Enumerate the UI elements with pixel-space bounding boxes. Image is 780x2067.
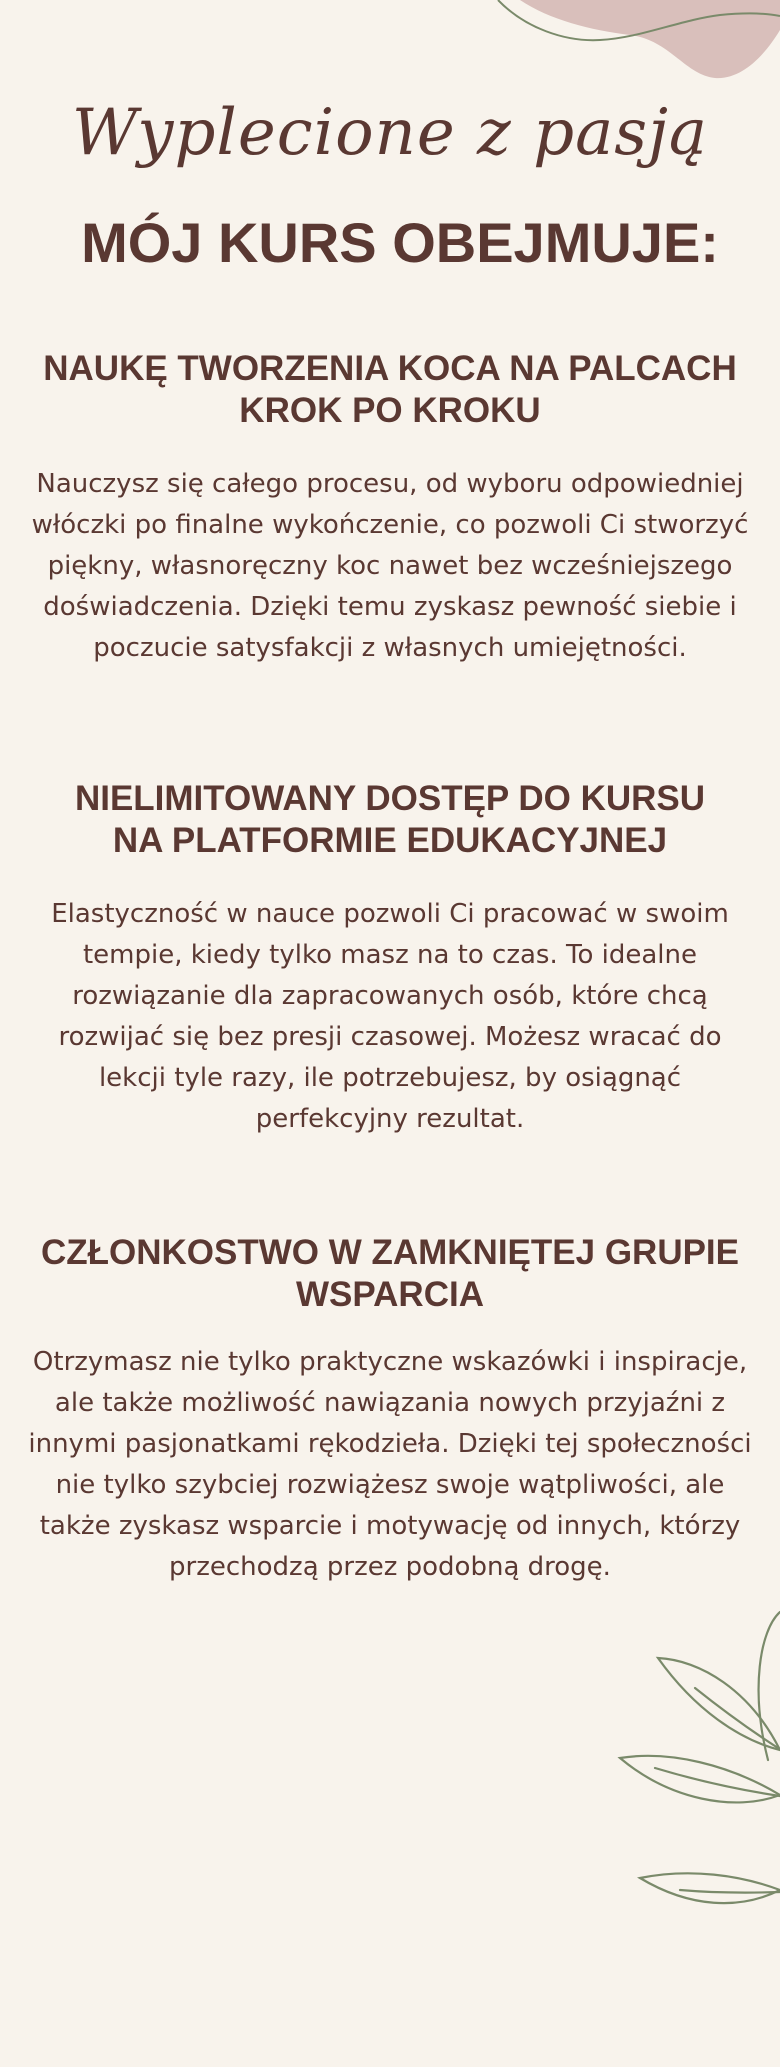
feature-section-1 — [22, 348, 758, 669]
brand-script-title: Wyplecione z pasją — [71, 96, 709, 170]
feature-heading-2 — [22, 778, 758, 862]
feature-heading-1 — [22, 348, 758, 432]
feature-section-2 — [22, 778, 758, 1140]
feature-section-3 — [22, 1232, 758, 1588]
feature-heading-1-line1: NAUKĘ TWORZENIA KOCA NA PALCACH — [43, 349, 737, 388]
feature-heading-1-line2: KROK PO KROKU — [239, 391, 541, 430]
feature-heading-2-line2: NA PLATFORMIE EDUKACYJNEJ — [112, 821, 668, 860]
feature-body-1: Nauczysz się całego procesu, od wyboru odpowiedniej włóczki po finalne wykończenie, co pozwoli Ci stworzyć piękny, własnoręczny koc nawet bez wcześniejszego doświadczenia. Dzięki temu zyskasz pewność siebie i poczucie satysfakcji z własnych umiejętności. — [31, 469, 749, 663]
feature-heading-2-line1: NIELIMITOWANY DOSTĘP DO KURSU — [74, 779, 706, 818]
decorative-leaves-icon — [600, 1590, 780, 1960]
decorative-blob-icon — [480, 0, 780, 90]
feature-heading-3 — [22, 1232, 758, 1316]
feature-body-3: Otrzymasz nie tylko praktyczne wskazówki i inspiracje, ale także możliwość nawiązania nowych przyjaźni z innymi pasjonatkami rękodzieła. Dzięki tej społeczności nie tylko szybciej rozwiążesz swoje wątpliwości, ale także zyskasz wsparcie i motywację od innych, którzy przechodzą przez podobną drogę. — [28, 1347, 752, 1582]
feature-body-2: Elastyczność w nauce pozwoli Ci pracować w swoim tempie, kiedy tylko masz na to czas. To idealne rozwiązanie dla zapracowanych osób, które chcą rozwijać się bez presji czasowej. Możesz wracać do lekcji tyle razy, ile potrzebujesz, by osiągnąć perfekcyjny rezultat. — [51, 899, 729, 1134]
feature-heading-3-line2: WSPARCIA — [296, 1275, 484, 1314]
feature-heading-3-line1: CZŁONKOSTWO W ZAMKNIĘTEJ GRUPIE — [40, 1233, 740, 1272]
page-title: MÓJ KURS OBEJMUJE: — [81, 211, 719, 274]
